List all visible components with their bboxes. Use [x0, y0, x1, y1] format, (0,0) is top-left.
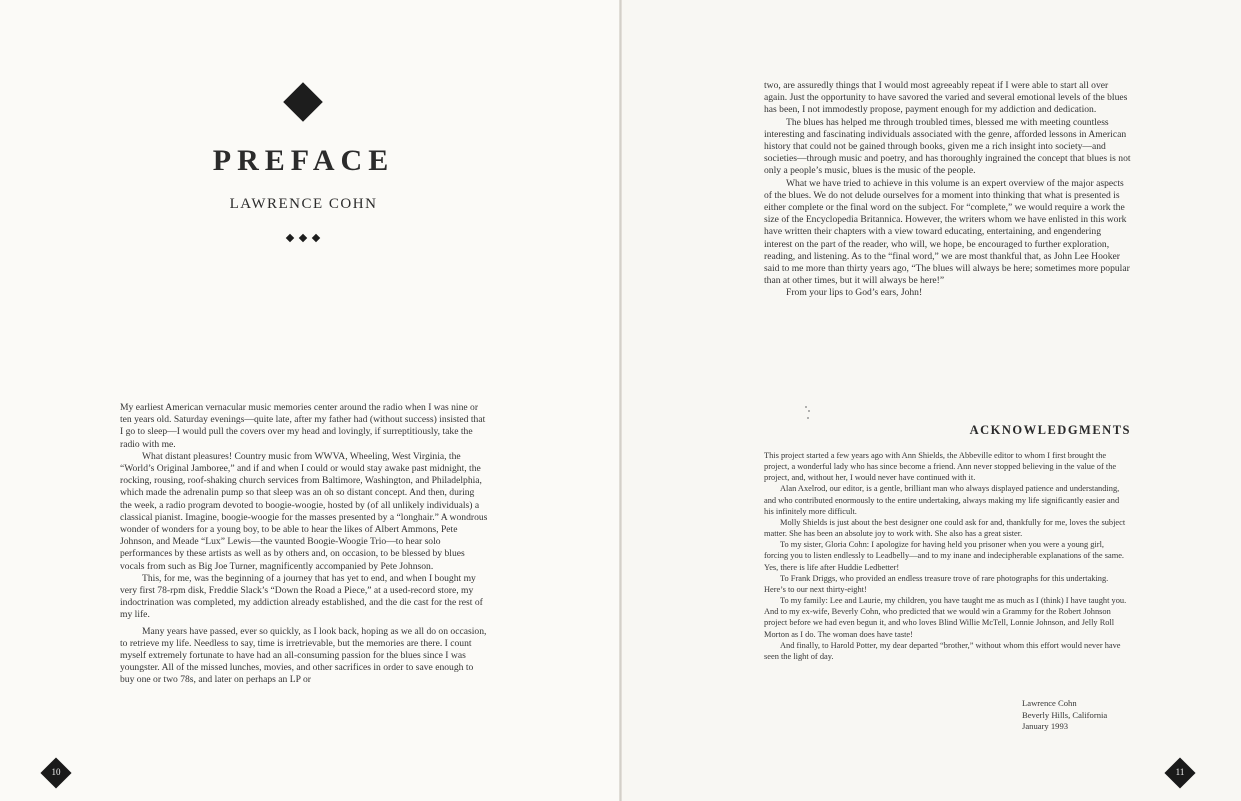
paragraph: Molly Shields is just about the best designer one could ask for and, thankfully for me, loves the subject matter. She has been an absolute joy to work with. She also has a great sister.: [764, 517, 1126, 539]
chapter-title: PREFACE: [212, 144, 395, 177]
paragraph: To my family: Lee and Laurie, my children, you have taught me as much as I (think) I have taught you. And to my ex-wife, Beverly Cohn, who predicted that we would win a Grammy for the Robert Johnson project before we had even begun it, and who loves Blind Willie McTell, Lonnie Johnson, and Jelly Roll Morton as I do. The woman does have taste!: [764, 596, 1127, 639]
preface-body-left: [120, 402, 488, 687]
paper-specks: [804, 404, 812, 422]
paragraph: What distant pleasures! Country music from WWVA, Wheeling, West Virginia, the “World’s Original Jamboree,” and if and when I could or would stay awake past midnight, the rocking, rousing, roof-shaking church services from Baltimore, Washington, and Philadelphia, which made the adrenalin pump so that sleep was an oh so distant concept. And then, during the week, a radio program devoted to boogie-woogie, hosted by (of all unlikely individuals) a classical pianist. Imagine, boogie-woogie for the masses presented by a “longhair.” A wondrous wonder of wonders for a young boy, to be able to hear the likes of Albert Ammons, Pete Johnson, and Meade “Lux” Lewis—the vaunted Boogie-Woogie Trio—to hear solo performances by these artists as well as by others and, on occasion, to be blessed by blues vocals from such as Big Joe Turner, magnificently accompanied by Pete Johnson.: [120, 450, 488, 572]
signature-name: Lawrence Cohn: [1022, 698, 1077, 708]
triple-diamond-ornament-icon: [285, 234, 321, 242]
paragraph: My earliest American vernacular music memories center around the radio when I was nine or ten years old. Saturday evenings—quite late, after my father had (without success) insisted that I go to sleep—I would pull the covers over my head and lovingly, if surreptitiously, take the radio with me.: [120, 402, 486, 450]
acknowledgments-body: [764, 450, 1130, 662]
signature-place: Beverly Hills, California: [1022, 709, 1108, 720]
chapter-author: LAWRENCE COHN: [229, 196, 378, 212]
paragraph: This, for me, was the beginning of a journey that has yet to end, and when I bought my very first 78-rpm disk, Freddie Slack’s “Down the Road a Piece,” at a used-record store, my indoctrination was completed, my addiction already established, and the die cast for the rest of my life.: [120, 572, 483, 621]
acknowledgments-heading: ACKNOWLEDGMENTS: [969, 423, 1131, 437]
signature-block: [1022, 698, 1132, 733]
book-gutter: [619, 0, 622, 801]
preface-body-right: [764, 80, 1131, 300]
paragraph: Many years have passed, ever so quickly, as I look back, hoping as we all do on occasion, to retrieve my life. Needless to say, time is irretrievable, but the memories are there. I count myself extremely fortunate to have had an all-consuming passion for the blues since I was youngster. All of the missed lunches, movies, and other sacrifices in order to save enough to buy one or two 78s, and later on perhaps an LP or: [120, 625, 487, 686]
page-number-right: 11: [1175, 767, 1185, 777]
paragraph: And finally, to Harold Potter, my dear departed “brother,” without whom this effort would never have seen the light of day.: [764, 640, 1121, 661]
paragraph: This project started a few years ago with Ann Shields, the Abbeville editor to whom I first brought the project, a wonderful lady who has since become a friend. Ann never stopped believing in the value of the project, and, without her, I would never have continued with it.: [764, 451, 1117, 483]
paragraph: To my sister, Gloria Cohn: I apologize for having held you prisoner when you were a young girl, forcing you to listen endlessly to Leadbelly—and to my inane and indecipherable explanations of the same. Yes, there is life after Huddie Ledbetter!: [764, 540, 1125, 572]
page-number-left: 10: [51, 767, 61, 777]
paragraph: two, are assuredly things that I would most agreeably repeat if I were able to start all over again. Just the opportunity to have savored the varied and several emotional levels of the blues has been, I not immodestly propose, payment enough for my addiction and dedication.: [764, 80, 1128, 116]
paragraph: From your lips to God’s ears, John!: [786, 287, 923, 299]
signature-date: January 1993: [1022, 721, 1069, 731]
paragraph: The blues has helped me through troubled times, blessed me with meeting countless interesting and fascinating individuals associated with the genre, afforded lessons in American history that could not be gained through books, given me a rich insight into society—and societies—through music and poetry, and has thoroughly ingrained the concept that blues is not only a people’s music, blues is the music of the people.: [764, 116, 1131, 177]
paragraph: To Frank Driggs, who provided an endless treasure trove of rare photographs for this undertaking. Here’s to our next thirty-eight!: [764, 573, 1109, 594]
paragraph: Alan Axelrod, our editor, is a gentle, brilliant man who always displayed patience and understanding, and who contributed enormously to the entire undertaking, always making my life significantly easier and his infinitely more difficult.: [764, 484, 1120, 516]
paragraph: What we have tried to achieve in this volume is an expert overview of the major aspects of the blues. We do not delude ourselves for a moment into thinking that what is presented is either complete or the final word on the subject. For “complete,” we would require a work the size of the Encyclopedia Britannica. However, the writers whom we have enlisted in this work have written their chapters with a view toward educating, entertaining, and engendering interest on the part of the reader, who will, we hope, be encouraged to further exploration, reading, and listening. As to the “final word,” we are most thankful that, as John Lee Hooker said to me more than thirty years ago, “The blues will always be here; sometimes more popular than at other times, but it will always be here!”: [764, 177, 1130, 287]
